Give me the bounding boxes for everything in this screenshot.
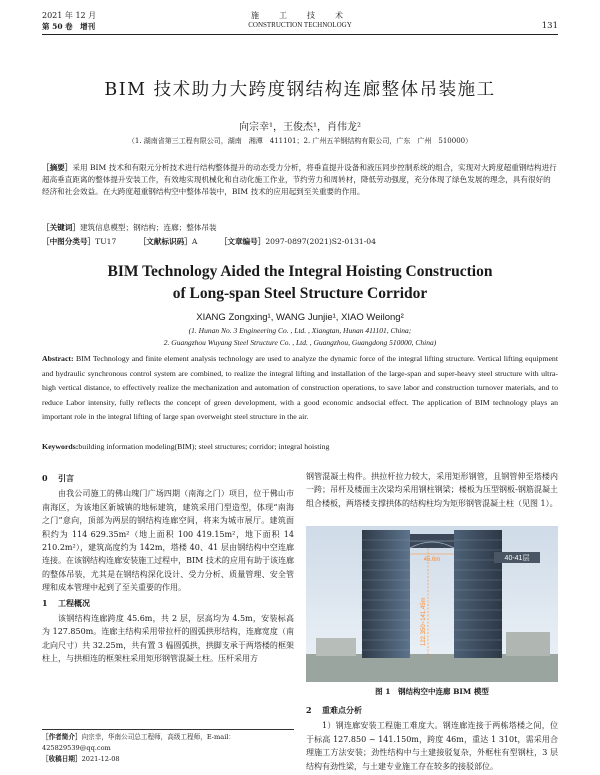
paper-title-cn: BIM 技术助力大跨度钢结构连廊整体吊装施工 bbox=[104, 80, 496, 100]
journal-name-cn: 施 工 技 术 bbox=[251, 11, 349, 20]
received-date: ［收稿日期］2021-12-08 bbox=[42, 755, 120, 763]
difficulty-paragraph: 1）钢连廊安装工程施工难度大。钢连廊连接于两栋塔楼之间，位于标高 127.850 ~ 141.150m，跨度 46m，重达 1 310t，需采用合理施工方法安装；劲性结构中与土建接驳复杂，外框柱有型钢柱，3 层结构有劲性梁，与土建专业施工存在较多的接驳部位。 bbox=[306, 721, 558, 771]
keywords-cn bbox=[42, 222, 558, 234]
context-building-2 bbox=[506, 632, 550, 656]
keywords-text-en: building information modeling(BIM); steel structures; corridor; integral hoisting bbox=[78, 442, 330, 451]
affiliation-en-1: (1. Hunan No. 3 Engineering Co. , Ltd. , Xiangtan, Hunan 411101, China; bbox=[188, 326, 412, 335]
overview-paragraph: 该钢结构连廊跨度 45.6m，共 2 层，层高均为 4.5m，安装标高为 127.850m。连廊主结构采用带拉杆的圆弧拱形结构，连廊宽度（南北向尺寸）共 32.25m，共有置 3 榀圆弧拱，拱脚支承于两塔楼的框架柱上，与拱相连的框架柱采用矩形钢管混凝土柱。压杆采用方 bbox=[42, 614, 294, 664]
issue-date: 2021 年 12 月 bbox=[42, 11, 97, 20]
keywords-label-en: Keywords: bbox=[42, 442, 79, 451]
figure-1-bim-model bbox=[306, 526, 558, 682]
abstract-cn bbox=[42, 162, 558, 199]
bim-model-illustration bbox=[306, 526, 558, 682]
body-right-column bbox=[306, 470, 558, 510]
intro-paragraph: 由我公司施工的佛山瑰门广场四期（南海之门）项目，位于佛山市南海区，为该地区新城镇的地标建筑，建筑采用门型造型，体现“南海之门”意向，顶部为两层的钢结构连廊空间，将来为城市展厅。建筑面积约为 114 629.35m²（地上面积 100 419.15m²，地下面积 14 210.2m²），建筑高度约为 142m，塔楼 40、41 层由钢结构中空连廊连接。在该钢结构连廊安装施工过程中，BIM 技术的应用有助于该连廊的整体吊装，尤其是在钢结构深化设计、受力分析、质量管理、安全管理和成本管理中起到了至关重要的作用。 bbox=[42, 489, 294, 593]
left-tower bbox=[362, 530, 410, 658]
section-2-block bbox=[306, 702, 558, 773]
keywords-en bbox=[42, 442, 558, 451]
section-heading-1: 1 工程概况 bbox=[42, 597, 90, 608]
keywords-label-cn: ［关键词］ bbox=[42, 223, 80, 232]
affiliation-cn: （1. 湖南省第三工程有限公司，湖南 湘潭 411101；2. 广州五羊钢结构有限公司，广东 广州 510000） bbox=[127, 137, 473, 145]
elevation-label: 122.350~141.45m bbox=[421, 597, 427, 646]
figure-1-caption: 图 1 钢结构空中连廊 BIM 模型 bbox=[375, 687, 489, 696]
classification-row bbox=[42, 236, 558, 248]
page-number: 131 bbox=[541, 21, 558, 31]
abstract-text-en: BIM Technology and finite element analysis technology are used to analyze the dynamic force of the integral lifting structure. Vertical lifting equipment and hydraulic synchronous control system are combined, to realize the integral lifting and installation of the large-span and super-heavy steel structure with ultra-high vertical distance, to effectively realize the mechanization and automation of construction operations, to save labor and construction turnover materials, and to reduce Labor intensity, fully reflects the concept of green development, with a good economic andsocial effect. The application of BIM technology plays an important role in the integral lifting of large span overweight steel structure in the air. bbox=[42, 354, 558, 421]
header-rule bbox=[42, 34, 558, 35]
right-tower bbox=[454, 530, 502, 658]
abstract-label-en: Abstract: bbox=[42, 354, 74, 363]
paper-title-en-line2: of Long-span Steel Structure Corridor bbox=[172, 285, 428, 302]
journal-name-en: CONSTRUCTION TECHNOLOGY bbox=[248, 21, 352, 29]
abstract-en bbox=[42, 352, 558, 425]
author-footnote bbox=[42, 729, 294, 765]
floor-tag-label: 40-41层 bbox=[504, 555, 530, 562]
affiliation-en-2: 2. Guangzhou Wuyang Steel Structure Co. , Ltd. , Guangzhou, Guangdong 510000, China) bbox=[163, 338, 437, 347]
abstract-label-cn: ［摘要］ bbox=[42, 163, 73, 172]
span-label: 45.6m bbox=[423, 557, 441, 563]
running-header bbox=[42, 10, 558, 36]
ground-area bbox=[306, 654, 558, 682]
keywords-text-cn: 建筑信息模型；钢结构；连廊；整体吊装 bbox=[79, 223, 217, 232]
abstract-text-cn: 采用 BIM 技术和有限元分析技术进行结构整体提升的动态受力分析，将垂直提升设备和液压同步控制系统的组合，实现对大跨度超重钢结构进行超高垂直距离的整体提升安装工作，有效地实现机械化和自动化施工作业，节约劳力和周转材，降低劳动强度，充分体现了绿色发展的理念，具有很好的经济和社会效益。在大跨度超重钢结构空中整体吊装中，BIM 技术的应用起到至关重要的作用。 bbox=[42, 163, 557, 197]
section-heading-2: 2 重难点分析 bbox=[306, 705, 362, 715]
authors-cn: 向宗幸¹，王俊杰¹，肖伟龙² bbox=[238, 122, 362, 133]
body-left-column bbox=[42, 470, 294, 666]
clc-number: ［中图分类号］TU17 bbox=[42, 237, 117, 246]
context-building bbox=[316, 638, 356, 656]
authors-en: XIANG Zongxing¹, WANG Junjie¹, XIAO Weilong² bbox=[196, 312, 404, 323]
document-code: ［文献标识码］A bbox=[138, 237, 198, 246]
section-heading-0: 0 引言 bbox=[42, 473, 74, 483]
overview-continued-paragraph: 钢管混凝土构件。拱拉杆拉力较大，采用矩形钢管，且钢管伸至塔楼内一跨；吊杆及楼面主次梁均采用钢柱钢梁；楼板为压型钢板-钢筋混凝土组合楼板，两塔楼支撑拱体的结构柱均为矩形钢管混凝土柱（见图 1）。 bbox=[306, 472, 558, 508]
article-number: ［文章编号］2097-0897(2021)S2-0131-04 bbox=[219, 237, 376, 246]
volume-info: 第 50 卷 增刊 bbox=[42, 22, 96, 31]
paper-title-en-line1: BIM Technology Aided the Integral Hoisting Construction bbox=[107, 263, 493, 280]
author-bio: ［作者简介］向宗幸，华南公司总工程师，高级工程师，E-mail：425829539@qq.com bbox=[42, 733, 236, 752]
